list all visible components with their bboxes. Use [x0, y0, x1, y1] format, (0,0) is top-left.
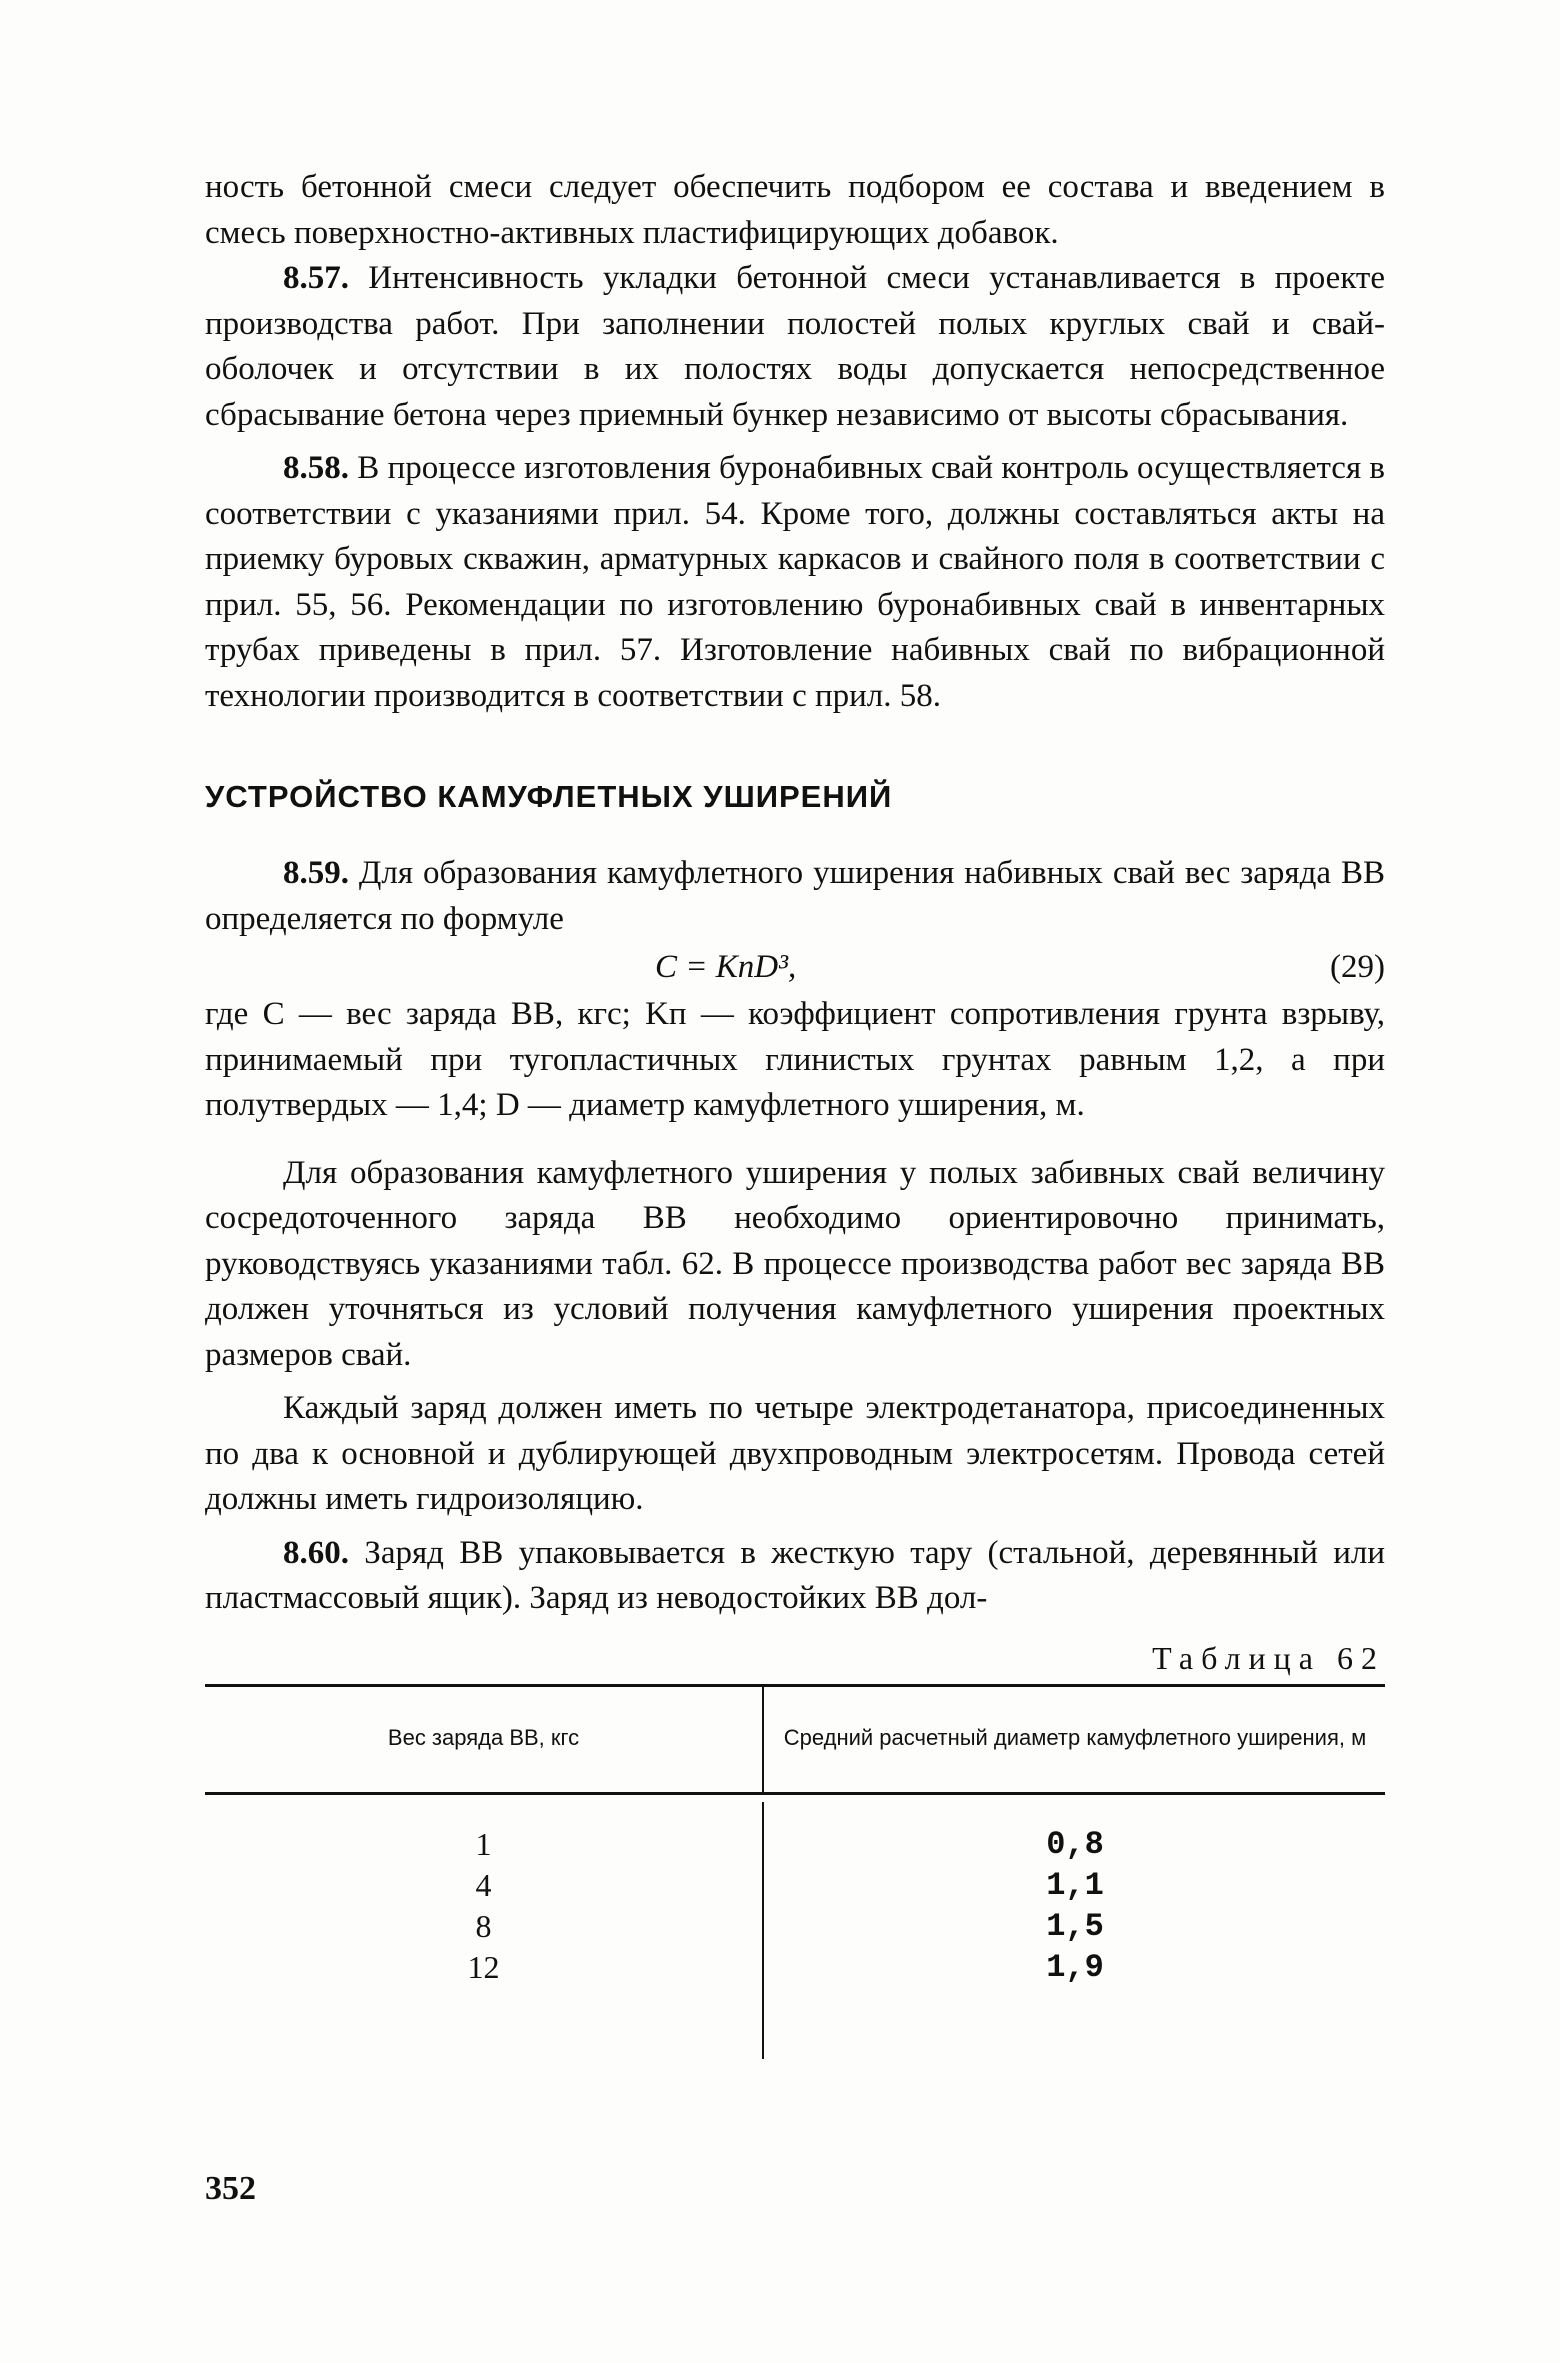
- table-cell: 1,1: [1046, 1866, 1104, 1904]
- section-heading: УСТРОЙСТВО КАМУФЛЕТНЫХ УШИРЕНИЙ: [205, 779, 893, 814]
- table-cell: 1,5: [1046, 1907, 1104, 1945]
- table-header-divider: [762, 1684, 764, 1792]
- document-page: [205, 165, 1385, 2059]
- table-cell: 12: [467, 1948, 500, 1985]
- paragraph-8-60: [205, 1531, 1385, 1622]
- table-cell: 1: [475, 1825, 492, 1862]
- clause-text: Интенсивность укладки бетонной смеси устанавливается в проекте производства работ. При заполнении полостей полых круглых свай и свай-оболочек и отсутствии в их полостях воды допускается непосредственное сбрасывание бетона через приемный бункер независимо от высоты сбрасывания.: [205, 260, 1385, 433]
- clause-number: 8.58.: [283, 450, 349, 486]
- table-header-charge-weight: Вес заряда ВВ, кгс: [387, 1724, 580, 1750]
- formula-29: [205, 942, 1385, 992]
- table-62: [205, 1684, 1385, 2059]
- table-body-divider: [762, 1802, 764, 2059]
- clause-number: 8.59.: [283, 855, 349, 891]
- table-column-diameter: [765, 1824, 1385, 1988]
- table-cell: 8: [475, 1907, 492, 1944]
- formula-expression: C = KпD³,: [655, 949, 797, 985]
- formula-number: (29): [1330, 949, 1385, 985]
- table-header-rule: [205, 1792, 1385, 1795]
- clause-text: В процессе изготовления буронабивных свай контроль осуществляется в соответствии с указаниями прил. 54. Кроме того, должны составляться акты на приемку буровых скважин, арматурных каркасов и свайного поля в соответствии с прил. 55, 56. Рекомендации по изготовлению буронабивных свай в инвентарных трубах приведены в прил. 57. Изготовление набивных свай по вибрационной технологии производится в соответствии с прил. 58.: [205, 450, 1385, 714]
- table-caption: Таблица 62: [1152, 1639, 1385, 1676]
- page-number: 352: [205, 2170, 256, 2207]
- table-cell: 4: [475, 1866, 492, 1903]
- table-header-diameter: Средний расчетный диаметр камуфлетного уширения, м: [783, 1724, 1367, 1750]
- table-cell: 0,8: [1046, 1825, 1104, 1863]
- paragraph-hollow-piles: Для образования камуфлетного уширения у полых забивных свай величину сосредоточенного заряда ВВ необходимо ориентировочно принимать, руководствуясь указаниями табл. 62. В процессе производства работ вес заряда ВВ должен уточняться из условий получения камуфлетного уширения проектных размеров свай.: [205, 1154, 1385, 1373]
- table-cell: 1,9: [1046, 1948, 1104, 1986]
- paragraph-formula-legend: где C — вес заряда ВВ, кгс; Kп — коэффициент сопротивления грунта взрыву, принимаемый при тугопластичных глинистых грунтах равным 1,2, а при полутвердых — 1,4; D — диаметр камуфлетного уширения, м.: [205, 996, 1385, 1123]
- table-column-charge-weight: [205, 1824, 762, 1988]
- paragraph-8-58: [205, 446, 1385, 719]
- paragraph-continuation: ность бетонной смеси следует обеспечить подбором ее состава и введением в смесь поверхностно-активных пластифицирующих добавок.: [205, 169, 1385, 251]
- clause-number: 8.60.: [283, 1534, 349, 1571]
- paragraph-8-57: [205, 256, 1385, 438]
- clause-text: Для образования камуфлетного уширения набивных свай вес заряда ВВ определяется по формуле: [205, 855, 1385, 937]
- paragraph-8-59: [205, 851, 1385, 942]
- paragraph-detonators: Каждый заряд должен иметь по четыре электродетанатора, присоединенных по два к основной и дублирующей двухпроводным электросетям. Провода сетей должны иметь гидроизоляцию.: [205, 1390, 1385, 1517]
- clause-number: 8.57.: [283, 260, 349, 296]
- clause-text: Заряд ВВ упаковывается в жесткую тару (стальной, деревянный или пластмассовый ящик). Заряд из неводостойких ВВ дол-: [205, 1534, 1385, 1616]
